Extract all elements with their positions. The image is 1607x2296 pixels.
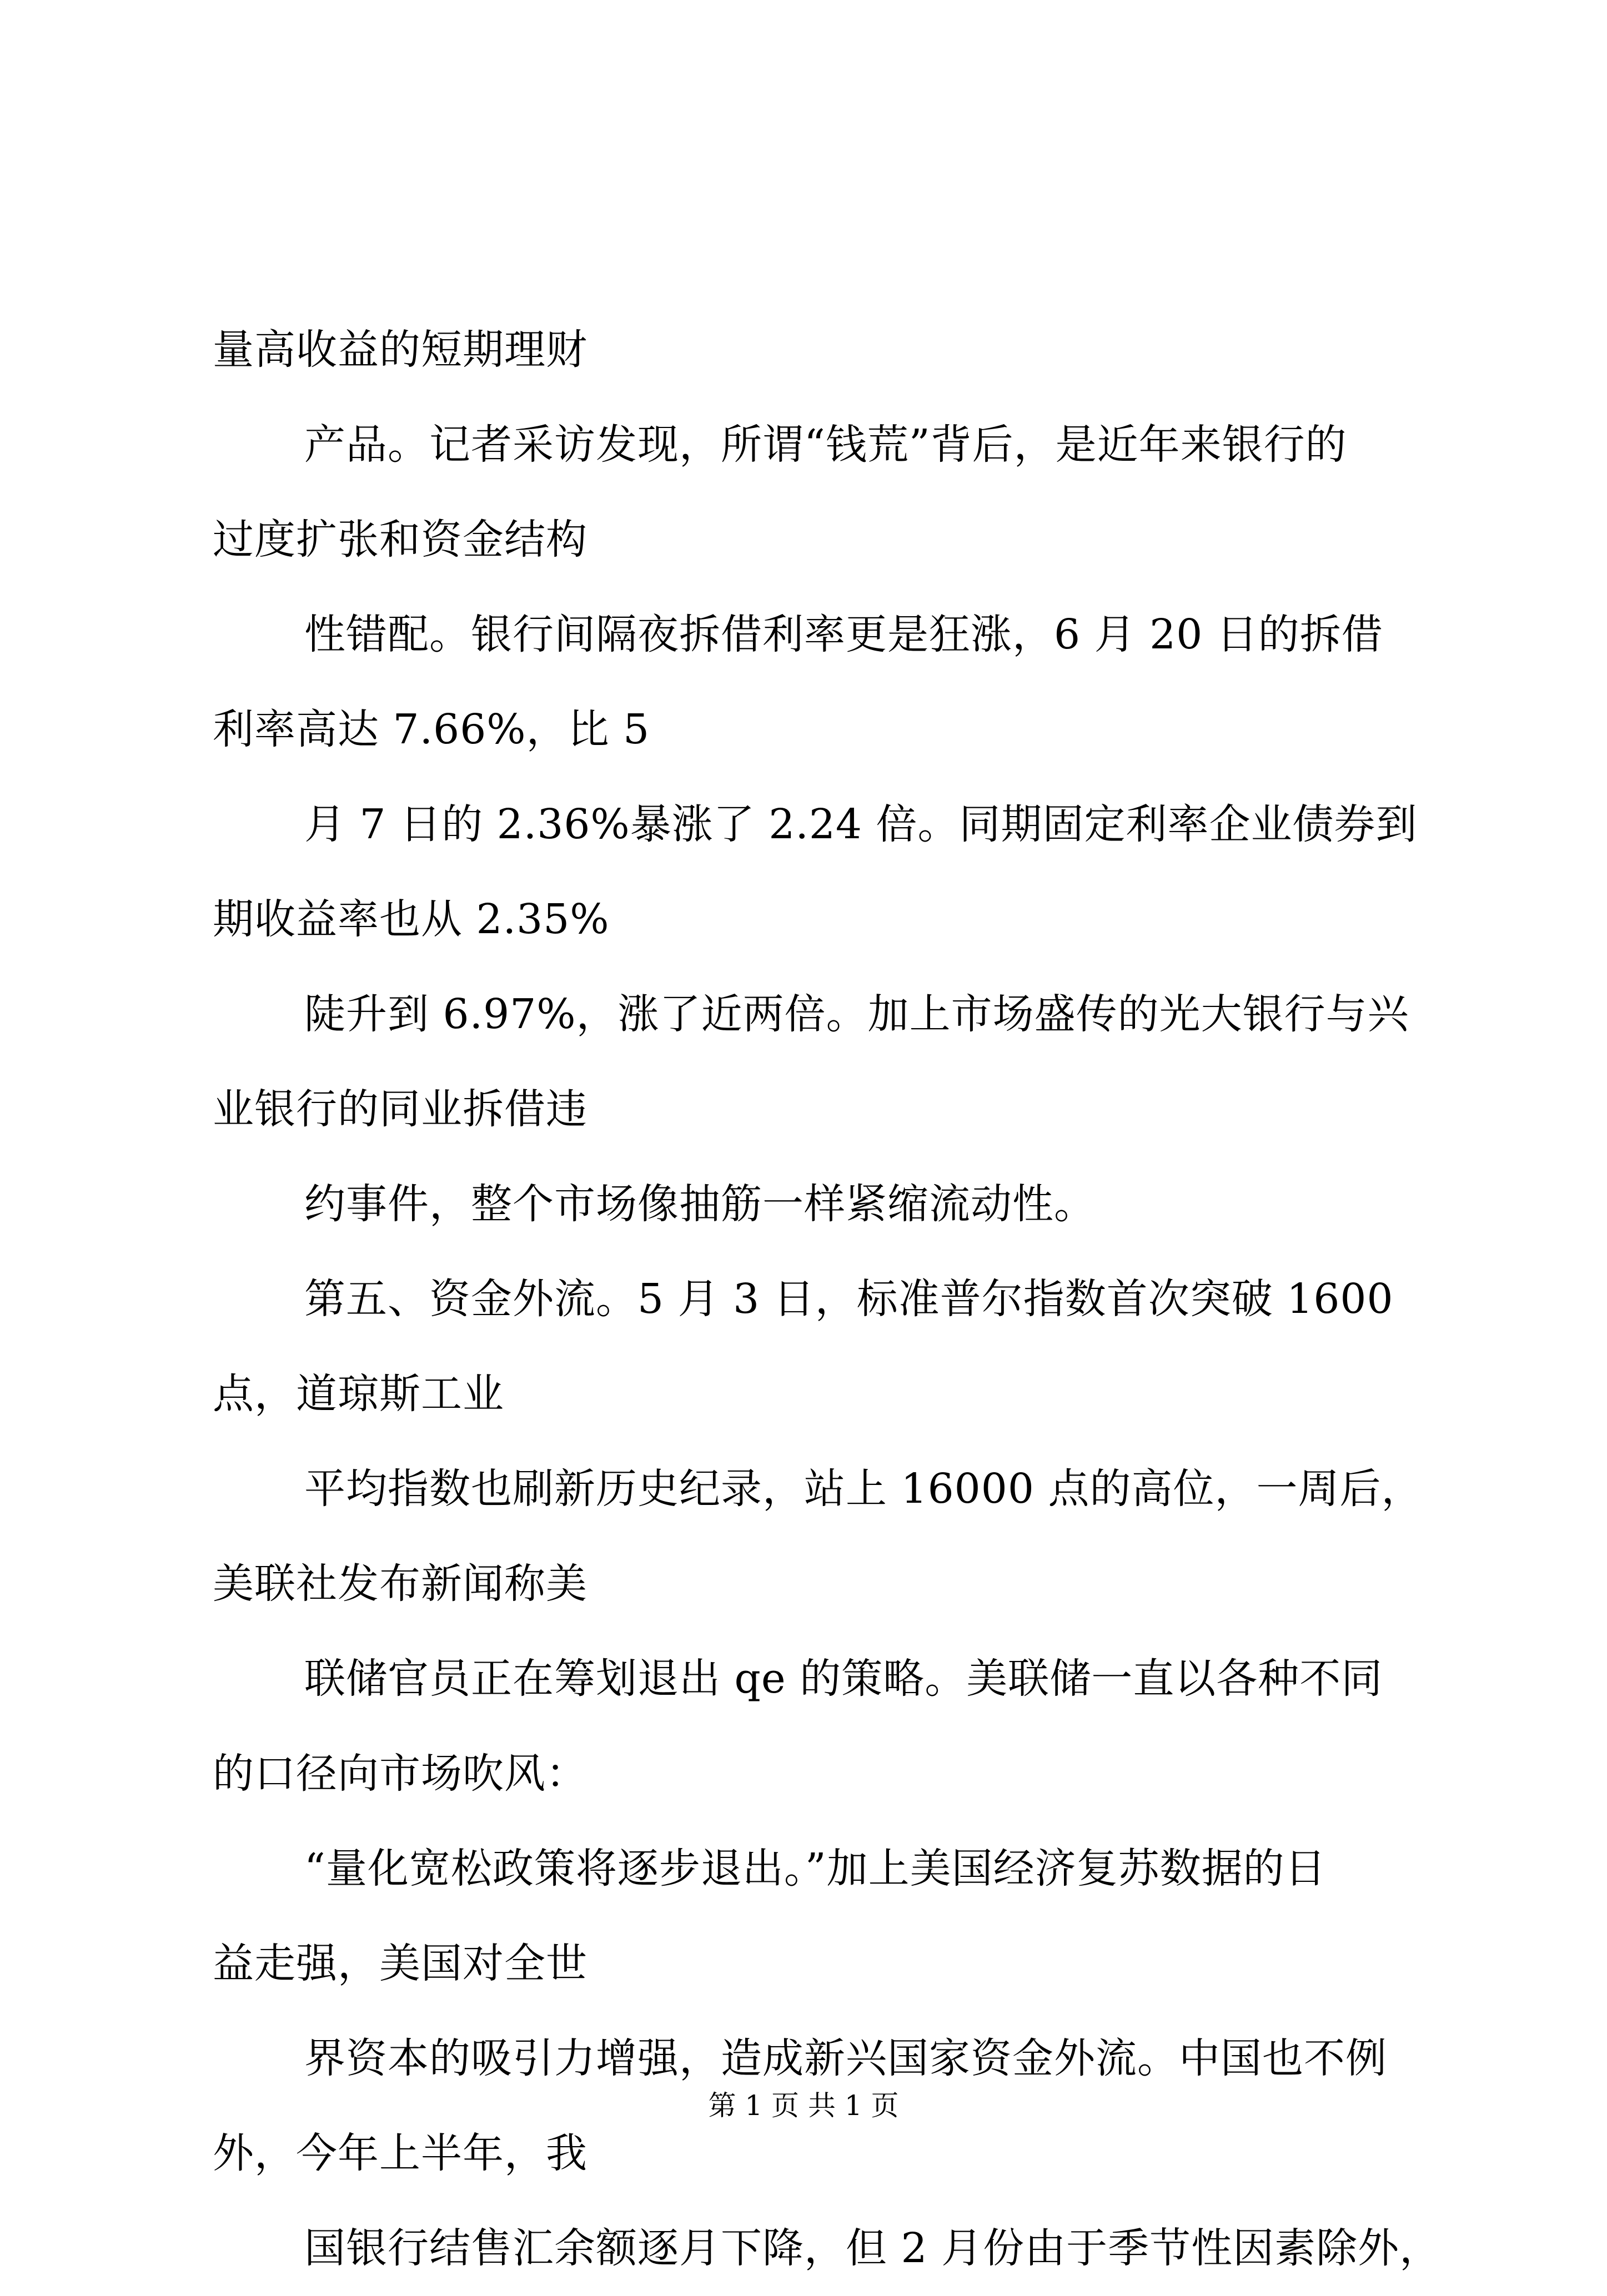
page-footer [0,2086,1607,2125]
text-line: 平均指数也刷新历史纪录，站上 16000 点的高位，一周后， [304,1465,1423,1513]
text-line: 第五、资金外流。5 月 3 日，标准普尔指数首次突破 1600 [304,1275,1394,1323]
text-line: 期收益率也从 2.35% [213,895,610,943]
body-text [213,303,1442,2296]
text-line: 性错配。银行间隔夜拆借利率更是狂涨，6 月 20 日的拆借 [304,611,1383,658]
text-line: 利率高达 7.66%，比 5 [213,706,650,753]
text-line: 的口径向市场吹风： [213,1750,587,1797]
text-line: 界资本的吸引力增强，造成新兴国家资金外流。中国也不例 [304,2035,1387,2082]
text-line: 月 7 日的 2.36%暴涨了 2.24 倍。同期固定利率企业债券到 [304,800,1418,848]
text-line: 过度扩张和资金结构 [213,516,587,563]
text-line: 外，今年上半年，我 [213,2129,587,2177]
text-line: 约事件，整个市场像抽筋一样紧缩流动性。 [304,1180,1096,1228]
text-line: 联储官员正在筹划退出 qe 的策略。美联储一直以各种不同 [304,1655,1383,1703]
text-line: 陡升到 6.97%，涨了近两倍。加上市场盛传的光大银行与兴 [304,990,1409,1038]
text-line: 量高收益的短期理财 [213,326,587,374]
text-line: “量化宽松政策将逐步退出。”加上美国经济复苏数据的日 [304,1845,1327,1892]
page-number: 第 1 页 共 1 页 [708,2089,899,2122]
text-line: 益走强，美国对全世 [213,1940,587,1987]
text-line: 业银行的同业拆借违 [213,1085,587,1133]
text-line: 国银行结售汇余额逐月下降，但 2 月份由于季节性因素除外， [304,2224,1442,2272]
text-line: 产品。记者采访发现，所谓“钱荒”背后，是近年来银行的 [304,421,1347,469]
text-line: 美联社发布新闻称美 [213,1560,587,1608]
text-line: 点，道琼斯工业 [213,1370,504,1418]
